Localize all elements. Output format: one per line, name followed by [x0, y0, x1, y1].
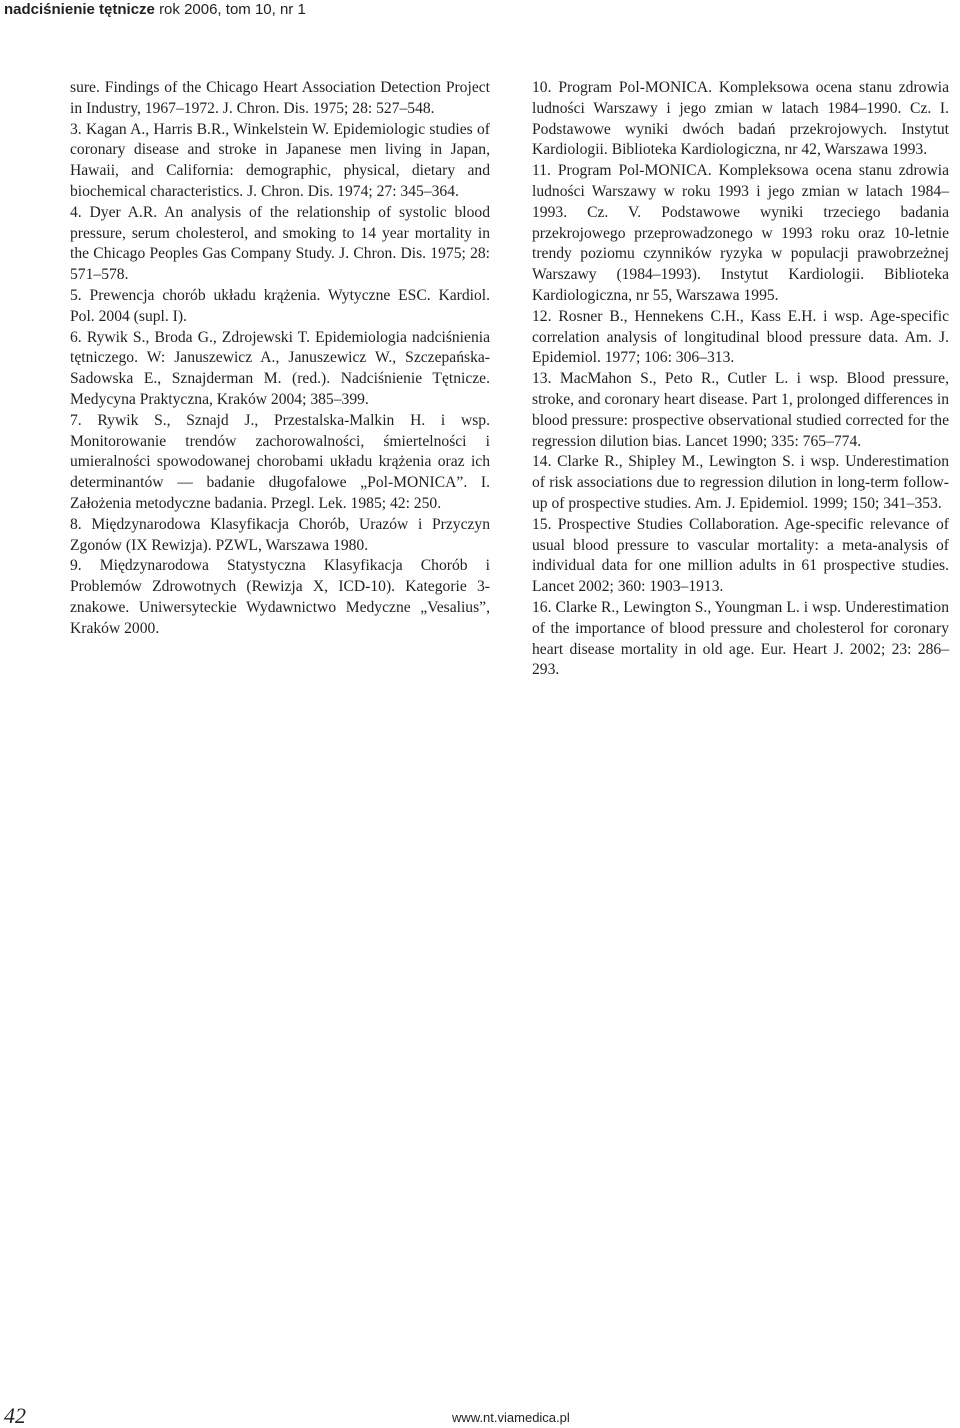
reference-item: 10. Program Pol-MONICA. Kompleksowa ocena stanu zdrowia ludności Warszawy i jego zmian w latach 1984–1990. Cz. I. Podstawowe wyniki dwóch badań przekrojowych. Instytut Kardiologii. Biblioteka Kardiologiczna, nr 42, Warszawa 1993.	[532, 79, 949, 159]
reference-item: 5. Prewencja chorób układu krążenia. Wytyczne ESC. Kardiol. Pol. 2004 (supl. I).	[70, 286, 490, 325]
references-left-column	[70, 78, 490, 640]
reference-item: 11. Program Pol-MONICA. Kompleksowa ocena stanu zdrowia ludności Warszawy w roku 1993 i jego zmian w latach 1984–1993. Cz. V. Podstawowe wyniki trzeciego badania przekrojowego przeprowadzonego w 1993 roku oraz 10-letnie trendy poziomu czynników ryzyka w populacji prawobrzeżnej Warszawy (1984–1993). Instytut Kardiologii. Biblioteka Kardiologiczna, nr 55, Warszawa 1995.	[532, 162, 949, 304]
running-header	[4, 0, 306, 20]
reference-item: 16. Clarke R., Lewington S., Youngman L. i wsp. Underestimation of the importance of blood pressure and cholesterol for coronary heart disease mortality in old age. Eur. Heart J. 2002; 23: 286–293.	[532, 598, 949, 679]
reference-item: 12. Rosner B., Hennekens C.H., Kass E.H. i wsp. Age-specific correlation analysis of longitudinal blood pressure data. Am. J. Epidemiol. 1977; 106: 306–313.	[532, 307, 949, 367]
reference-item: 3. Kagan A., Harris B.R., Winkelstein W. Epidemiologic studies of coronary disease and stroke in Japanese men living in Japan, Hawaii, and California: demographic, physical, dietary and biochemical characteristics. J. Chron. Dis. 1974; 27: 345–364.	[70, 120, 490, 200]
reference-item: 13. MacMahon S., Peto R., Cutler L. i wsp. Blood pressure, stroke, and coronary heart disease. Part 1, prolonged differences in blood pressure: prospective observational studied corrected for the regression dilution bias. Lancet 1990; 335: 765–774.	[532, 370, 949, 450]
journal-title: nadciśnienie tętnicze	[4, 1, 155, 18]
reference-item: 8. Międzynarodowa Klasyfikacja Chorób, Urazów i Przyczyn Zgonów (IX Rewizja). PZWL, Warszawa 1980.	[70, 515, 490, 554]
reference-item: 9. Międzynarodowa Statystyczna Klasyfikacja Chorób i Problemów Zdrowotnych (Rewizja X, ICD-10). Kategorie 3-znakowe. Uniwersyteckie Wydawnictwo Medyczne „Vesalius”, Kraków 2000.	[70, 557, 490, 637]
reference-item: 6. Rywik S., Broda G., Zdrojewski T. Epidemiologia nadciśnienia tętniczego. W: Januszewicz A., Januszewicz W., Szczepańska-Sadowska E., Sznajderman M. (red.). Nadciśnienie Tętnicze. Medycyna Praktyczna, Kraków 2004; 385–399.	[70, 328, 490, 408]
reference-item: 4. Dyer A.R. An analysis of the relationship of systolic blood pressure, serum cholesterol, and smoking to 14 year mortality in the Chicago Peoples Gas Company Study. J. Chron. Dis. 1975; 28: 571–578.	[70, 203, 490, 284]
reference-item: 14. Clarke R., Shipley M., Lewington S. i wsp. Underestimation of risk associations due to regression dilution in long-term follow-up of prospective studies. Am. J. Epidemiol. 1999; 150; 341–353.	[532, 453, 949, 512]
footer-url: www.nt.viamedica.pl	[452, 1410, 570, 1425]
issue-info: rok 2006, tom 10, nr 1	[159, 1, 306, 18]
references-right-column	[532, 78, 949, 681]
reference-item: 7. Rywik S., Sznajd J., Przestalska-Malkin H. i wsp. Monitorowanie trendów zachorowalności, śmiertelności i umieralności spowodowanej chorobami układu krążenia oraz ich determinantów — badanie długofalowe „Pol-MONICA”. I. Założenia metodyczne badania. Przegl. Lek. 1985; 42: 250.	[70, 411, 490, 512]
reference-item: 15. Prospective Studies Collaboration. Age-specific relevance of usual blood pressure to vascular mortality: a meta-analysis of individual data for one million adults in 61 prospective studies. Lancet 2002; 360: 1903–1913.	[532, 515, 949, 596]
reference-item: sure. Findings of the Chicago Heart Association Detection Project in Industry, 1967–1972. J. Chron. Dis. 1975; 28: 527–548.	[70, 79, 490, 117]
page-number: 42	[4, 1403, 26, 1428]
